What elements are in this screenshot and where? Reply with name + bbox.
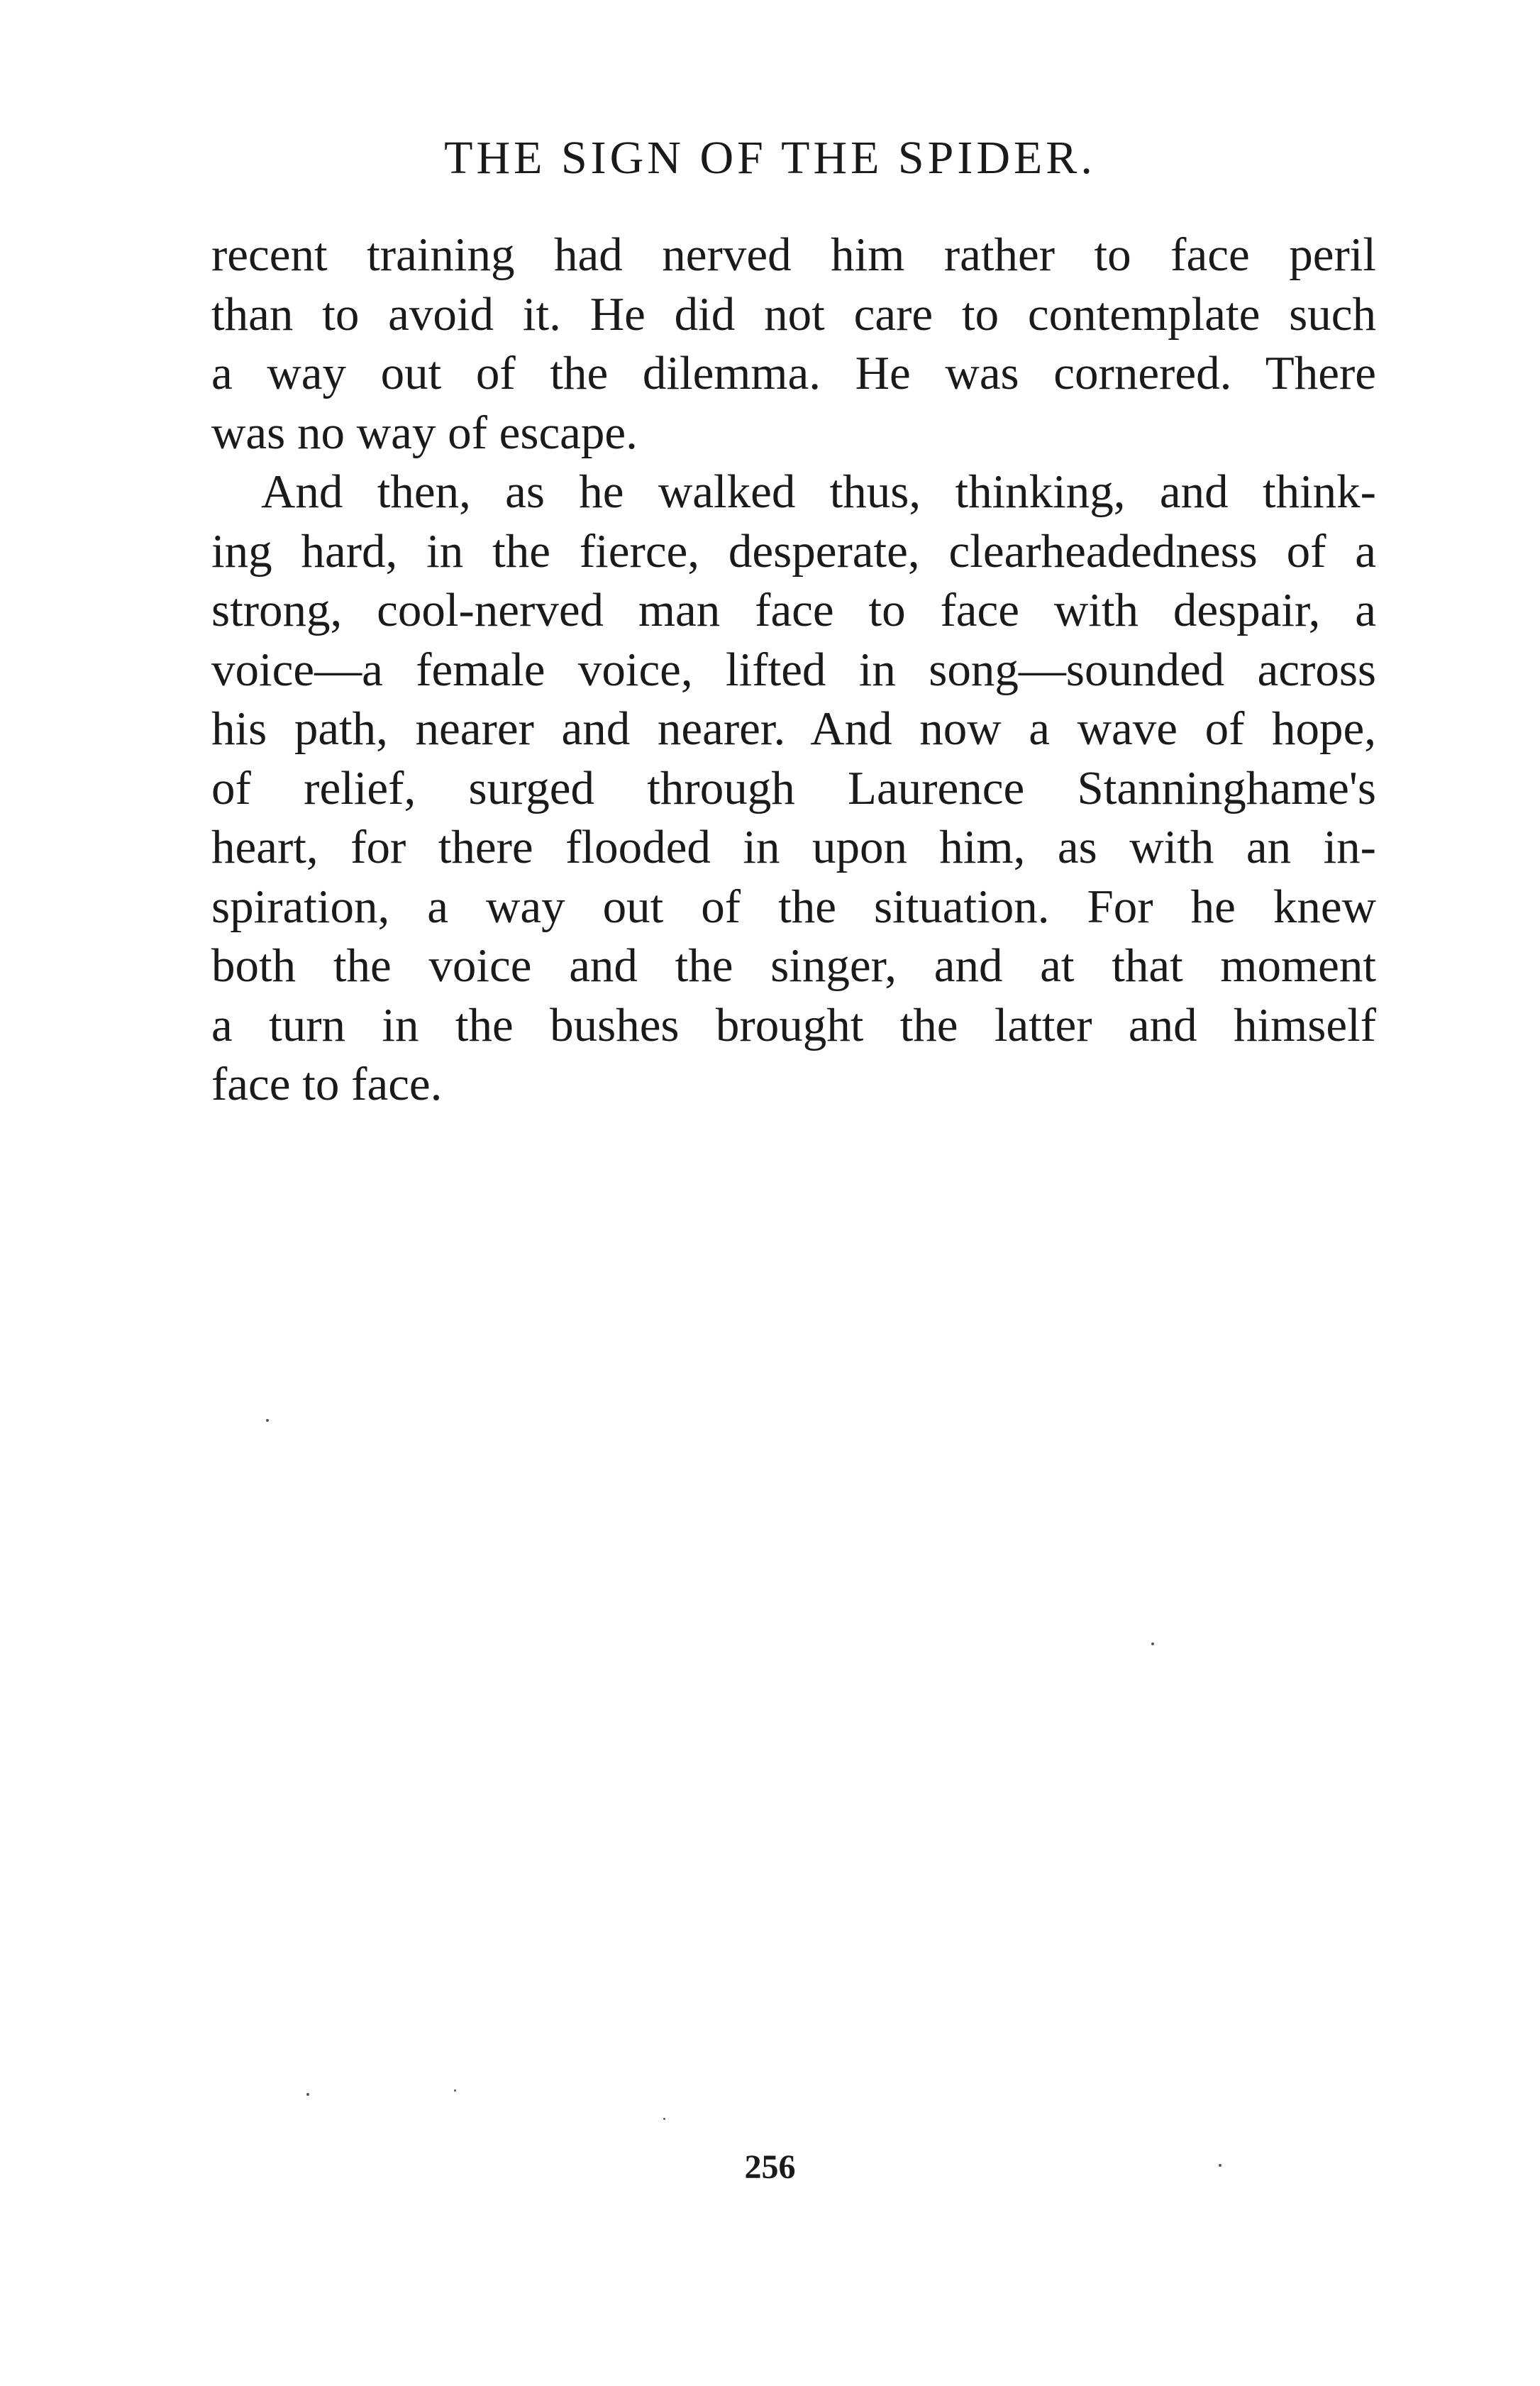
text-line: recent training had nerved him rather to face peril bbox=[211, 228, 1376, 281]
paper-speck bbox=[266, 1419, 269, 1422]
text-line: And then, as he walked thus, thinking, and think- bbox=[261, 465, 1376, 518]
paper-speck bbox=[454, 2089, 456, 2092]
text-line: strong, cool-nerved man face to face with despair, a bbox=[211, 584, 1376, 636]
text-line: a way out of the dilemma. He was cornered. There bbox=[211, 347, 1376, 399]
text-line: of relief, surged through Laurence Stanninghame's bbox=[211, 761, 1376, 814]
text-line: was no way of escape. bbox=[211, 406, 638, 459]
running-head: THE SIGN OF THE SPIDER. bbox=[444, 132, 1096, 184]
text-line: spiration, a way out of the situation. For he knew bbox=[211, 880, 1376, 933]
text-line: heart, for there flooded in upon him, as with an in- bbox=[211, 821, 1376, 873]
paper-speck bbox=[1151, 1642, 1154, 1645]
text-line: ing hard, in the fierce, desperate, clearheadedness of a bbox=[211, 524, 1376, 578]
paper-speck bbox=[306, 2093, 309, 2096]
text-line: than to avoid it. He did not care to contemplate such bbox=[211, 287, 1376, 341]
text-line: face to face. bbox=[211, 1058, 443, 1110]
paper-speck bbox=[663, 2118, 665, 2120]
text-line: both the voice and the singer, and at that moment bbox=[211, 939, 1376, 992]
text-line: his path, nearer and nearer. And now a wave of hope, bbox=[211, 702, 1376, 755]
body-text bbox=[211, 226, 1376, 1115]
text-line: a turn in the bushes brought the latter and himself bbox=[211, 998, 1376, 1051]
text-line: voice—a female voice, lifted in song—sounded across bbox=[211, 643, 1376, 696]
page-number: 256 bbox=[744, 2148, 796, 2186]
